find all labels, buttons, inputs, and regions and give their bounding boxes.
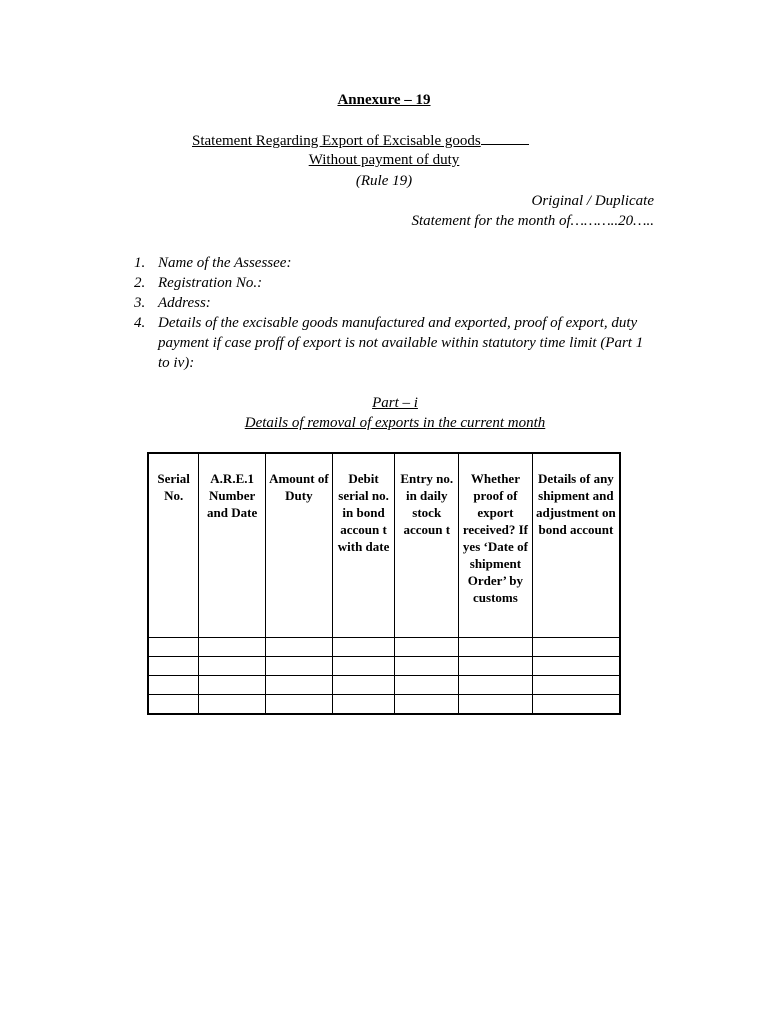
list-item-number: 4. [134,315,146,331]
details-list [134,253,654,373]
table-cell [532,675,620,694]
table-cell [266,694,333,714]
table-cell [459,637,533,656]
table-cell [459,656,533,675]
table-cell [459,694,533,714]
table-cell [532,637,620,656]
list-item-text: Name of the Assessee: [158,255,292,271]
list-item-text: Registration No.: [158,275,263,291]
list-item-number: 3. [134,295,146,311]
table-row [148,694,620,714]
table-cell [199,656,266,675]
header-amount-of-duty: Amount of Duty [266,453,333,637]
part-subtitle: Details of removal of exports in the current month [244,415,546,431]
table-header-row [148,453,620,637]
table-cell [266,675,333,694]
statement-title-text: Statement Regarding Export of Excisable goods [192,133,481,149]
table-cell [532,694,620,714]
table-cell [459,675,533,694]
original-duplicate: Original / Duplicate [531,193,654,209]
table-cell [395,656,459,675]
list-item [134,313,654,373]
statement-title [192,132,576,150]
table-cell [199,675,266,694]
annexure-title: Annexure – 19 [337,92,431,108]
table-cell [532,656,620,675]
table-cell [332,637,395,656]
table-cell [395,675,459,694]
table-cell [266,637,333,656]
table-row [148,656,620,675]
header-shipment-details: Details of any shipment and adjustment on bond account [532,453,620,637]
list-item-number: 1. [134,255,146,271]
table-cell [332,656,395,675]
list-item [134,293,654,313]
table-row [148,675,620,694]
without-payment-title: Without payment of duty [308,152,460,168]
table-cell [395,637,459,656]
list-item-text: Address: [158,295,211,311]
table-cell [332,694,395,714]
table-cell [332,675,395,694]
table-cell [199,637,266,656]
table-cell [148,637,199,656]
list-item-text: Details of the excisable goods manufactured and exported, proof of export, duty payment if case proff of export is not available within statutory time limit (Part 1 to iv): [158,315,644,371]
header-proof-of-export: Whether proof of export received? If yes ‘Date of shipment Order’ by customs [459,453,533,637]
statement-month: Statement for the month of………..20….. [411,213,654,229]
header-are1-number-date: A.R.E.1 Number and Date [199,453,266,637]
header-debit-serial-no: Debit serial no. in bond accoun t with date [332,453,395,637]
table-cell [199,694,266,714]
table-cell [148,675,199,694]
list-item [134,273,654,293]
table-row [148,637,620,656]
list-item-number: 2. [134,275,146,291]
header-serial-no: Serial No. [148,453,199,637]
header-entry-no: Entry no. in daily stock accoun t [395,453,459,637]
table-cell [148,694,199,714]
rule-reference: (Rule 19) [355,173,413,189]
title-trailing-underline [481,132,529,145]
removal-details-table [147,452,621,715]
list-item [134,253,654,273]
table-cell [148,656,199,675]
table-cell [395,694,459,714]
table-cell [266,656,333,675]
part-title: Part – i [372,395,418,411]
